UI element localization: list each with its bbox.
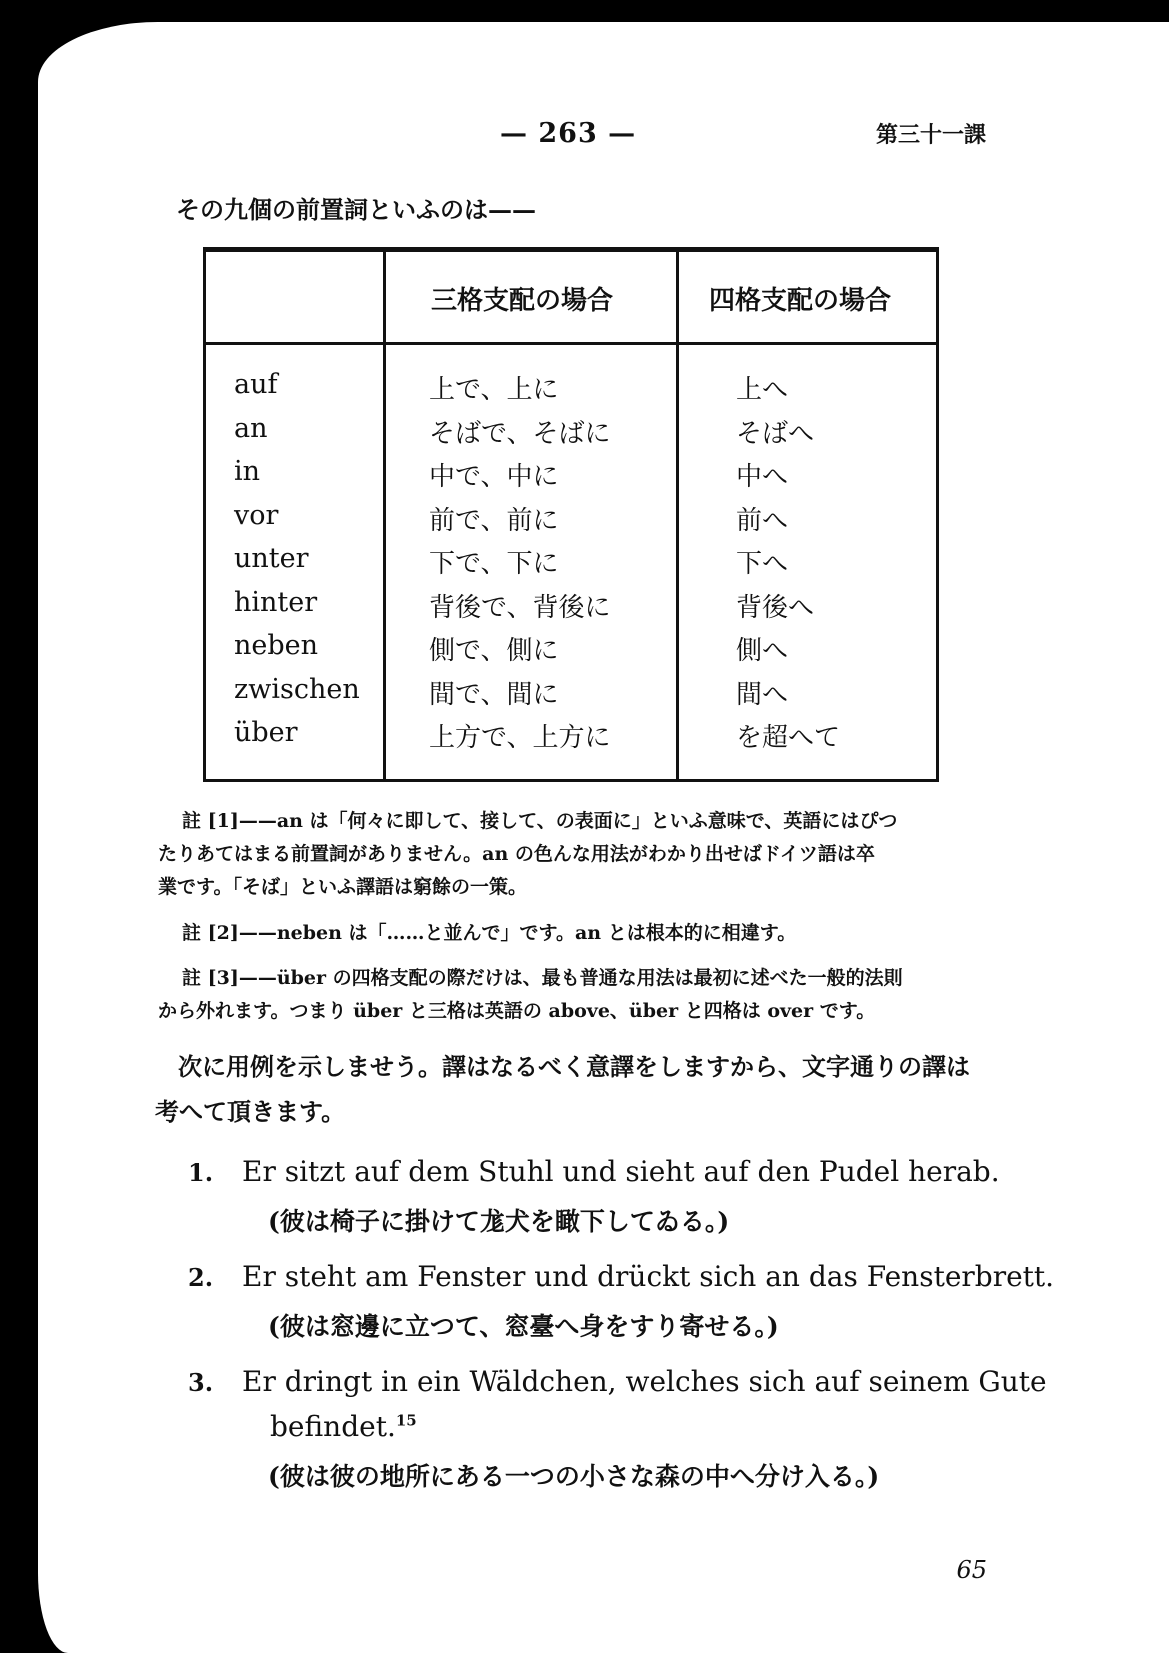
example-german: befindet.$^{15}$ bbox=[270, 1410, 417, 1443]
note-line: 註 [1]——an は「何々に即して、接して、の表面に」といふ意味で、英語にはぴつ bbox=[182, 810, 898, 832]
body-line-2: 考へて頂きます。 bbox=[155, 1097, 346, 1126]
table-preposition: auf bbox=[234, 369, 278, 400]
example-translation: (彼は彼の地所にある一つの小さな森の中へ分け入る。) bbox=[268, 1462, 880, 1491]
preposition-table bbox=[203, 247, 939, 782]
header-accusative: 四格支配の場合 bbox=[709, 286, 892, 316]
header-dative: 三格支配の場合 bbox=[431, 286, 614, 316]
example-translation: (彼は椅子に掛けて尨犬を瞰下してゐる。) bbox=[268, 1207, 730, 1236]
body-line-1: 次に用例を示しませう。譯はなるべく意譯をしますから、文字通りの譯は bbox=[178, 1052, 970, 1081]
table-accusative-meaning: そばへ bbox=[736, 418, 815, 449]
example-number: 2. bbox=[188, 1263, 214, 1292]
table-preposition: zwischen bbox=[234, 673, 360, 705]
intro-text: その九個の前置詞といふのは—— bbox=[176, 195, 536, 224]
table-accusative-meaning: 背後へ bbox=[736, 592, 815, 623]
table-dative-meaning: 下で、下に bbox=[429, 549, 559, 579]
table-dative-meaning: 前で、前に bbox=[429, 505, 559, 536]
chapter-title: 第三十一課 bbox=[876, 122, 987, 148]
folio: 65 bbox=[956, 1556, 987, 1584]
table-preposition: unter bbox=[234, 543, 309, 574]
table-dative-meaning: 側で、側に bbox=[429, 636, 559, 666]
table-dative-meaning: 中で、中に bbox=[429, 462, 559, 492]
table-accusative-meaning: 前へ bbox=[736, 505, 789, 536]
example-number: 1. bbox=[188, 1158, 214, 1187]
table-accusative-meaning: 上へ bbox=[736, 375, 789, 405]
table-dative-meaning: 上で、上に bbox=[429, 375, 559, 405]
table-preposition: an bbox=[234, 412, 268, 444]
example-translation: (彼は窓邊に立つて、窓臺へ身をすり寄せる。) bbox=[268, 1312, 779, 1341]
table-preposition: hinter bbox=[234, 586, 318, 618]
note-line: 註 [3]——über の四格支配の際だけは、最も普通な用法は最初に述べた一般的法則 bbox=[182, 967, 903, 989]
note-line: から外れます。つまり über と三格は英語の above、über と四格は over です。 bbox=[158, 1000, 876, 1022]
table-preposition: vor bbox=[234, 499, 279, 531]
footnote-marker: 15 bbox=[395, 1411, 417, 1430]
table-accusative-meaning: 下へ bbox=[736, 549, 789, 579]
table-accusative-meaning: を超へて bbox=[736, 723, 841, 753]
table-preposition: über bbox=[234, 717, 298, 748]
note-line: 業です。「そば」といふ譯語は窮餘の一策。 bbox=[158, 876, 527, 898]
table-accusative-meaning: 側へ bbox=[736, 636, 789, 666]
page-number: — 263 — bbox=[500, 118, 637, 149]
example-german: Er steht am Fenster und drückt sich an das Fensterbrett. bbox=[242, 1260, 1055, 1293]
table-dative-meaning: そばで、そばに bbox=[429, 418, 611, 449]
table-preposition: in bbox=[234, 456, 261, 487]
table-dative-meaning: 背後で、背後に bbox=[429, 592, 611, 623]
table-accusative-meaning: 中へ bbox=[736, 462, 789, 492]
table-preposition: neben bbox=[234, 630, 319, 661]
table-accusative-meaning: 間へ bbox=[736, 679, 789, 710]
example-german: Er sitzt auf dem Stuhl und sieht auf den Pudel herab. bbox=[242, 1155, 1000, 1188]
example-german: Er dringt in ein Wäldchen, welches sich auf seinem Gute bbox=[242, 1365, 1047, 1398]
example-number: 3. bbox=[188, 1368, 214, 1397]
table-dative-meaning: 間で、間に bbox=[429, 679, 559, 710]
note-line: たりあてはまる前置詞がありません。an の色んな用法がわかり出せばドイツ語は卒 bbox=[158, 843, 875, 865]
table-dative-meaning: 上方で、上方に bbox=[429, 723, 611, 753]
note-line: 註 [2]——neben は「……と並んで」です。an とは根本的に相違す。 bbox=[182, 922, 797, 944]
